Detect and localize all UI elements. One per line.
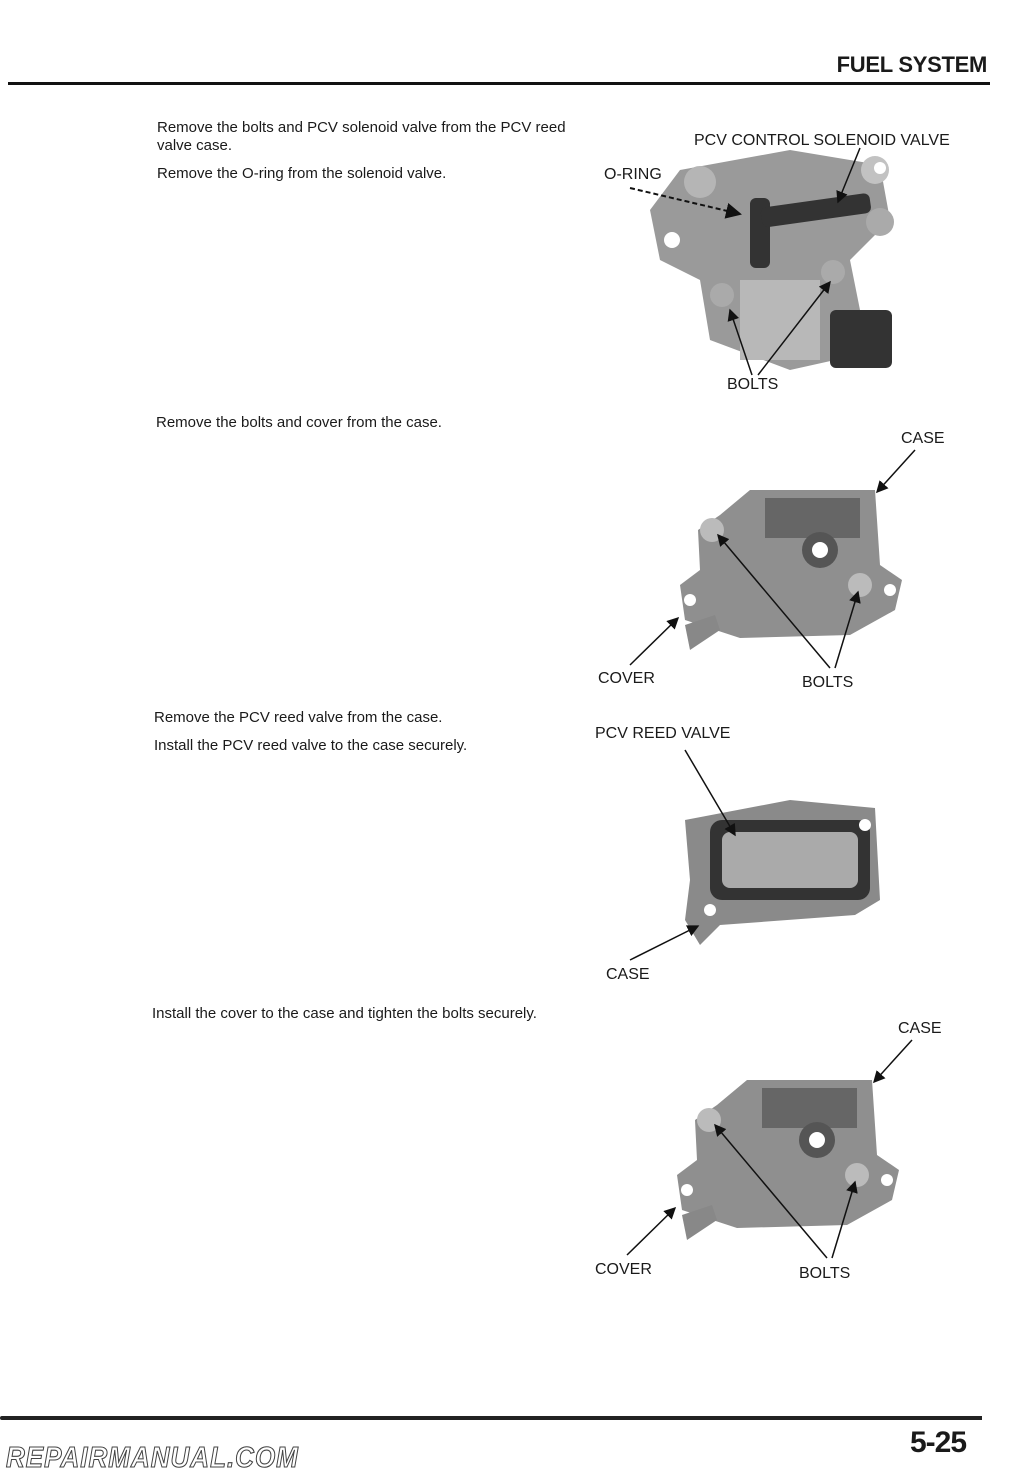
label-bolts: BOLTS [802,674,854,691]
footer-rule [0,1416,982,1420]
case-cover-photo [590,420,990,700]
label-pcv-control-solenoid-valve: PCV CONTROL SOLENOID VALVE [694,132,950,149]
label-bolts: BOLTS [799,1265,851,1282]
label-pcv-reed-valve: PCV REED VALVE [595,725,731,742]
label-case: CASE [898,1020,942,1037]
instruction: Remove the bolts and PCV solenoid valve from the PCV reed valve case. [157,119,566,154]
step-2-text [156,414,576,442]
label-cover: COVER [598,670,655,687]
case-cover-installed-photo [587,1010,987,1290]
instruction: Remove the bolts and cover from the case. [156,414,442,431]
instruction: Install the cover to the case and tighten the bolts securely. [152,1005,537,1022]
step-3-text [154,709,574,765]
solenoid-valve-photo [590,110,990,410]
step-1-text [157,119,577,193]
step-4-text [152,1005,572,1033]
section-title: FUEL SYSTEM [836,52,987,77]
header-rule [8,82,990,85]
instruction: Remove the PCV reed valve from the case. [154,709,443,726]
watermark: REPAIRMANUAL.COM [6,1440,299,1474]
label-cover: COVER [595,1261,652,1278]
label-case: CASE [901,430,945,447]
instruction: Remove the O-ring from the solenoid valve. [157,165,447,182]
label-bolts: BOLTS [727,376,779,393]
label-o-ring: O-RING [604,166,662,183]
label-case: CASE [606,966,650,983]
reed-valve-photo [590,740,990,970]
page-number: 5-25 [910,1426,967,1459]
instruction: Install the PCV reed valve to the case securely. [154,737,468,754]
